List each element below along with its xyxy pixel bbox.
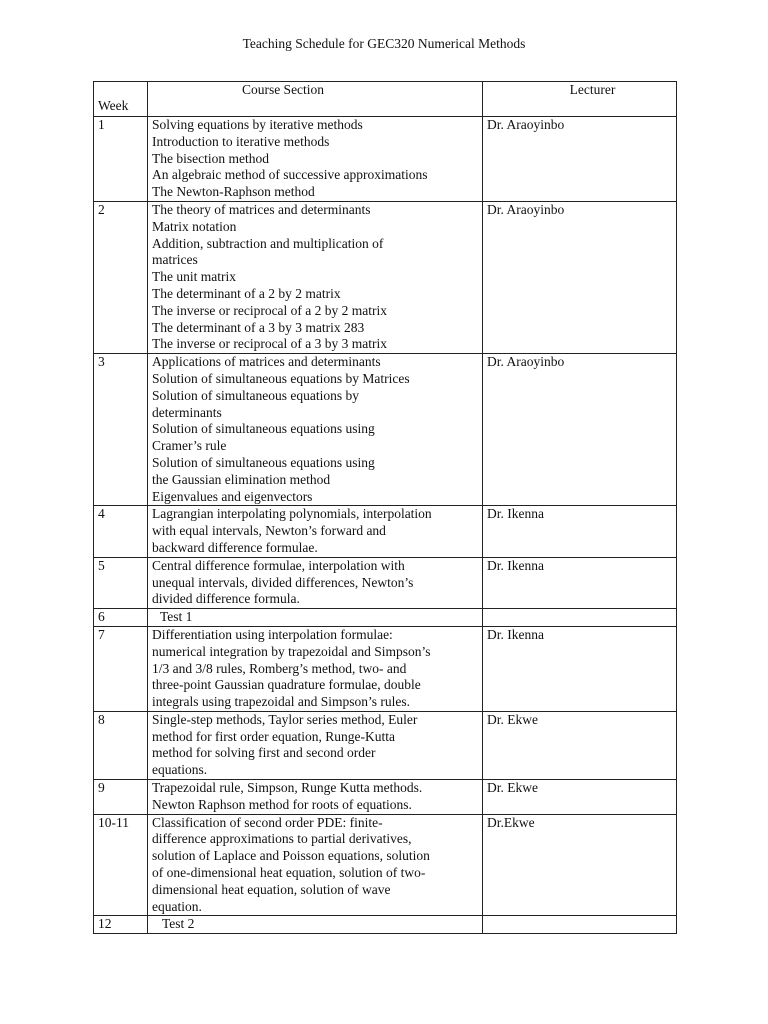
- course-topic-line: Test 2: [162, 916, 195, 932]
- week-cell: 7: [94, 626, 148, 711]
- course-topic-line: method for first order equation, Runge-Kutta: [152, 728, 395, 744]
- table-row: [94, 916, 677, 934]
- course-topic-line: solution of Laplace and Poisson equations, solution: [152, 848, 430, 864]
- course-section-cell: [148, 609, 483, 627]
- course-topic-line: Applications of matrices and determinants: [152, 354, 381, 370]
- table-row: [94, 711, 677, 779]
- week-cell: 12: [94, 916, 148, 934]
- course-topic-line: numerical integration by trapezoidal and Simpson’s: [152, 643, 431, 659]
- lecturer-cell: Dr.Ekwe: [483, 814, 677, 916]
- week-cell: 3: [94, 354, 148, 506]
- course-section-cell: [148, 626, 483, 711]
- header-week: Week: [94, 82, 148, 117]
- schedule-table: [93, 81, 677, 934]
- course-topic-line: Introduction to iterative methods: [152, 133, 330, 149]
- course-topic-line: unequal intervals, divided differences, Newton’s: [152, 574, 414, 590]
- course-topic-line: Test 1: [160, 609, 193, 625]
- week-cell: 5: [94, 557, 148, 608]
- course-topic-line: Trapezoidal rule, Simpson, Runge Kutta methods.: [152, 780, 423, 796]
- table-row: [94, 506, 677, 557]
- table-row: [94, 814, 677, 916]
- course-section-cell: [148, 506, 483, 557]
- course-section-cell: [148, 557, 483, 608]
- course-topic-line: Classification of second order PDE: finite-: [152, 814, 383, 830]
- lecturer-cell: Dr. Ekwe: [483, 711, 677, 779]
- course-section-cell: [148, 814, 483, 916]
- course-topic-line: difference approximations to partial derivatives,: [152, 831, 412, 847]
- course-section-cell: [148, 354, 483, 506]
- header-course-section-label: Course Section: [241, 82, 325, 97]
- course-topic-line: equation.: [152, 898, 202, 914]
- week-cell: 10-11: [94, 814, 148, 916]
- course-topic-line: The theory of matrices and determinants: [152, 201, 371, 217]
- lecturer-cell: Dr. Ekwe: [483, 780, 677, 815]
- course-topic-line: 1/3 and 3/8 rules, Romberg’s method, two- and: [152, 660, 407, 676]
- course-topic-line: Solution of simultaneous equations using: [152, 454, 375, 470]
- table-row: [94, 557, 677, 608]
- lecturer-cell: Dr. Ikenna: [483, 557, 677, 608]
- lecturer-cell: [483, 916, 677, 934]
- course-topic-line: Differentiation using interpolation formulae:: [152, 626, 393, 642]
- course-topic-line: three-point Gaussian quadrature formulae, double: [152, 677, 421, 693]
- course-topic-line: dimensional heat equation, solution of wave: [152, 881, 391, 897]
- course-topic-line: Eigenvalues and eigenvectors: [152, 488, 313, 504]
- lecturer-cell: Dr. Araoyinbo: [483, 201, 677, 353]
- course-topic-line: An algebraic method of successive approximations: [152, 167, 428, 183]
- course-topic-line: The unit matrix: [152, 269, 236, 285]
- course-topic-line: the Gaussian elimination method: [152, 471, 331, 487]
- course-topic-line: The determinant of a 3 by 3 matrix 283: [152, 319, 365, 335]
- course-section-cell: [148, 117, 483, 202]
- header-lecturer: Lecturer: [483, 82, 677, 117]
- course-topic-line: Matrix notation: [152, 218, 237, 234]
- course-topic-line: method for solving first and second order: [152, 745, 376, 761]
- course-topic-line: equations.: [152, 762, 208, 778]
- course-section-cell: [148, 780, 483, 815]
- course-topic-line: matrices: [152, 252, 198, 268]
- header-course-section: [148, 82, 483, 117]
- lecturer-cell: Dr. Araoyinbo: [483, 117, 677, 202]
- course-topic-line: with equal intervals, Newton’s forward and: [152, 523, 386, 539]
- table-row: [94, 201, 677, 353]
- table-row: [94, 780, 677, 815]
- table-row: [94, 354, 677, 506]
- course-topic-line: of one-dimensional heat equation, solution of two-: [152, 865, 426, 881]
- week-cell: 9: [94, 780, 148, 815]
- course-topic-line: The inverse or reciprocal of a 2 by 2 matrix: [152, 302, 388, 318]
- course-section-cell: [148, 201, 483, 353]
- week-cell: 8: [94, 711, 148, 779]
- course-topic-line: The Newton-Raphson method: [152, 184, 315, 200]
- lecturer-cell: Dr. Ikenna: [483, 506, 677, 557]
- table-row: [94, 609, 677, 627]
- course-topic-line: Central difference formulae, interpolation with: [152, 557, 405, 573]
- course-topic-line: Addition, subtraction and multiplication of: [152, 235, 384, 251]
- course-topic-line: Single-step methods, Taylor series method, Euler: [152, 711, 418, 727]
- course-topic-line: Cramer’s rule: [152, 438, 227, 454]
- course-topic-line: The determinant of a 2 by 2 matrix: [152, 285, 341, 301]
- course-topic-line: Solution of simultaneous equations by: [152, 387, 359, 403]
- course-topic-line: Newton Raphson method for roots of equations.: [152, 796, 412, 812]
- page-title: Teaching Schedule for GEC320 Numerical Methods: [242, 36, 526, 51]
- course-topic-line: backward difference formulae.: [152, 539, 318, 555]
- course-topic-line: divided difference formula.: [152, 591, 300, 607]
- course-topic-line: determinants: [152, 404, 222, 420]
- lecturer-cell: [483, 609, 677, 627]
- week-cell: 1: [94, 117, 148, 202]
- course-topic-line: Solving equations by iterative methods: [152, 117, 363, 132]
- week-cell: 6: [94, 609, 148, 627]
- course-topic-line: Solution of simultaneous equations using: [152, 421, 375, 437]
- course-topic-line: The inverse or reciprocal of a 3 by 3 matrix: [152, 336, 388, 352]
- course-topic-line: The bisection method: [152, 150, 269, 166]
- lecturer-cell: Dr. Ikenna: [483, 626, 677, 711]
- table-row: [94, 626, 677, 711]
- course-topic-line: Solution of simultaneous equations by Matrices: [152, 370, 410, 386]
- course-section-cell: [148, 916, 483, 934]
- course-topic-line: integrals using trapezoidal and Simpson’s rules.: [152, 694, 410, 710]
- course-section-cell: [148, 711, 483, 779]
- week-cell: 2: [94, 201, 148, 353]
- lecturer-cell: Dr. Araoyinbo: [483, 354, 677, 506]
- table-header-row: [94, 82, 677, 117]
- table-row: [94, 117, 677, 202]
- week-cell: 4: [94, 506, 148, 557]
- course-topic-line: Lagrangian interpolating polynomials, interpolation: [152, 506, 432, 522]
